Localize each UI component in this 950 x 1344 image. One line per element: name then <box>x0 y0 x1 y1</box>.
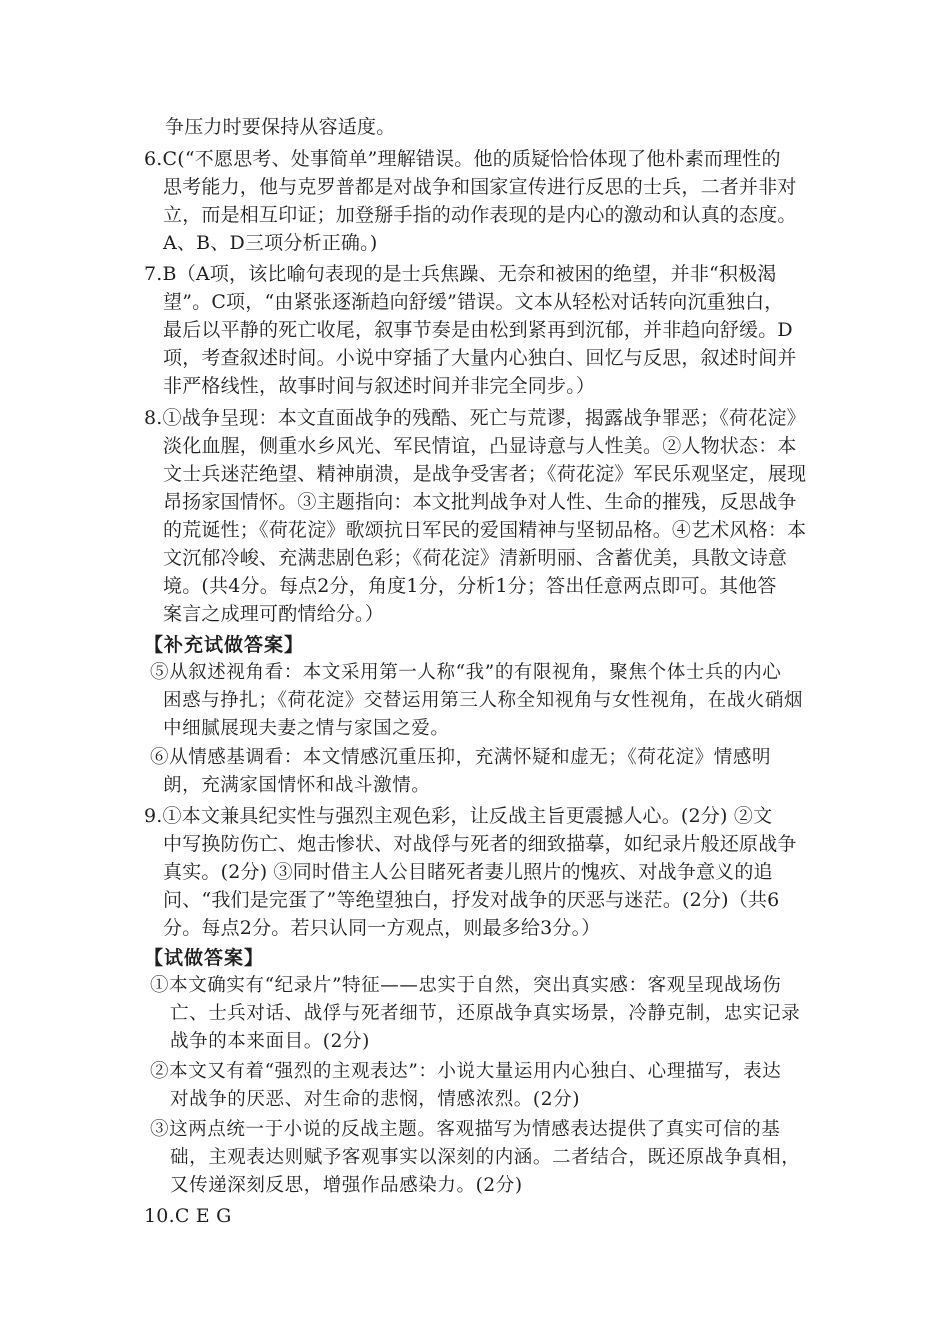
trial-answer-line: 对战争的厌恶、对生命的悲悯，情感浓烈。(2分) <box>170 1089 581 1110</box>
answer-9-line: 中写换防伤亡、炮击惨状、对战俘与死者的细致描摹，如纪录片般还原战争 <box>163 833 797 855</box>
answer-8-line: 的荒诞性；《荷花淀》歌颂抗日军民的爱国精神与坚韧品格。④艺术风格：本 <box>163 519 807 541</box>
answer-7-line: 项，考查叙述时间。小说中穿插了大量内心独白、回忆与反思，叙述时间并 <box>163 347 797 369</box>
answer-6-line: 立，而是相互印证；加登掰手指的动作表现的是内心的激动和认真的态度。 <box>163 204 797 226</box>
answer-9-line: 分。每点2分。若只认同一方观点，则最多给3分。） <box>163 917 601 939</box>
answer-8-line: 淡化血腥，侧重水乡风光、军民情谊，凸显诗意与人性美。②人物状态：本 <box>163 435 797 457</box>
supplementary-line: 朗，充满家国情怀和战斗激情。 <box>163 775 431 796</box>
answer-7-line: 望”。C项，“由紧张逐渐趋向舒缓”错误。文本从轻松对话转向沉重独白， <box>163 291 784 313</box>
answer-7-line: 非严格线性，故事时间与叙述时间并非完全同步。） <box>163 375 596 397</box>
supplementary-heading: 【补充试做答案】 <box>144 634 305 656</box>
answer-6-line: 思考能力，他与克罗普都是对战争和国家宣传进行反思的士兵，二者并非对 <box>163 176 797 198</box>
trial-answer-line: ①本文确实有“纪录片”特征——忠实于自然，突出真实感：客观呈现战场伤 <box>150 975 782 996</box>
answer-6-line: A、B、D三项分析正确。) <box>163 232 378 254</box>
supplementary-line: ⑥从情感基调看：本文情感沉重压抑，充满怀疑和虚无；《荷花淀》情感明 <box>150 747 772 768</box>
answer-9-line: 真实。(2分) ③同时借主人公目睹死者妻儿照片的愧疚、对战争意义的追 <box>163 861 773 883</box>
text-line: 争压力时要保持从容适度。 <box>165 116 396 138</box>
answer-8-line: 文士兵迷茫绝望、精神崩溃，是战争受害者；《荷花淀》军民乐观坚定，展现 <box>163 463 807 485</box>
trial-answer-line: ②本文又有着“强烈的主观表达”：小说大量运用内心独白、心理描写，表达 <box>150 1061 782 1082</box>
trial-answer-line: 战争的本来面目。(2分) <box>170 1031 370 1052</box>
answer-8-line: 8.①战争呈现：本文直面战争的残酷、死亡与荒谬，揭露战争罪恶；《荷花淀》 <box>144 407 806 429</box>
supplementary-line: 中细腻展现夫妻之情与家国之爱。 <box>163 718 450 739</box>
trial-answer-line: 础，主观表达则赋予客观事实以深刻的内涵。二者结合，既还原战争真相， <box>170 1147 801 1168</box>
trial-answer-line: 亡、士兵对话、战俘与死者细节，还原战争真实场景，冷静克制，忠实记录 <box>170 1003 801 1024</box>
answer-7-line: 最后以平静的死亡收尾，叙事节奏是由松到紧再到沉郁，并非趋向舒缓。D <box>163 319 793 341</box>
answer-8-line: 案言之成理可酌情给分。） <box>163 603 384 625</box>
supplementary-line: ⑤从叙述视角看：本文采用第一人称“我”的有限视角，聚焦个体士兵的内心 <box>150 662 782 683</box>
answer-9-line: 9.①本文兼具纪实性与强烈主观色彩，让反战主旨更震撼人心。(2分) ②文 <box>144 805 773 827</box>
trial-answer-heading: 【试做答案】 <box>144 947 265 969</box>
answer-8-line: 文沉郁冷峻、充满悲剧色彩；《荷花淀》清新明丽、含蓄优美，具散文诗意 <box>163 547 788 569</box>
supplementary-line: 困惑与挣扎；《荷花淀》交替运用第三人称全知视角与女性视角，在战火硝烟 <box>163 690 804 711</box>
trial-answer-line: 又传递深刻反思，增强作品感染力。(2分) <box>170 1175 523 1196</box>
answer-9-line: 问、“我们是完蛋了”等绝望独白，抒发对战争的厌恶与迷茫。(2分)（共6 <box>163 889 780 911</box>
answer-7-line: 7.B（A项，该比喻句表现的是士兵焦躁、无奈和被困的绝望，并非“积极渴 <box>144 263 777 285</box>
answer-10-line: 10.C E G <box>144 1205 232 1227</box>
answer-8-line: 境。(共4分。每点2分，角度1分，分析1分；答出任意两点即可。其他答 <box>163 575 777 597</box>
answer-6-line: 6.C(“不愿思考、处事简单”理解错误。他的质疑恰恰体现了他朴素而理性的 <box>144 148 781 170</box>
answer-8-line: 昂扬家国情怀。③主题指向：本文批判战争对人性、生命的摧残，反思战争 <box>163 491 797 513</box>
trial-answer-line: ③这两点统一于小说的反战主题。客观描写为情感表达提供了真实可信的基 <box>150 1119 781 1140</box>
